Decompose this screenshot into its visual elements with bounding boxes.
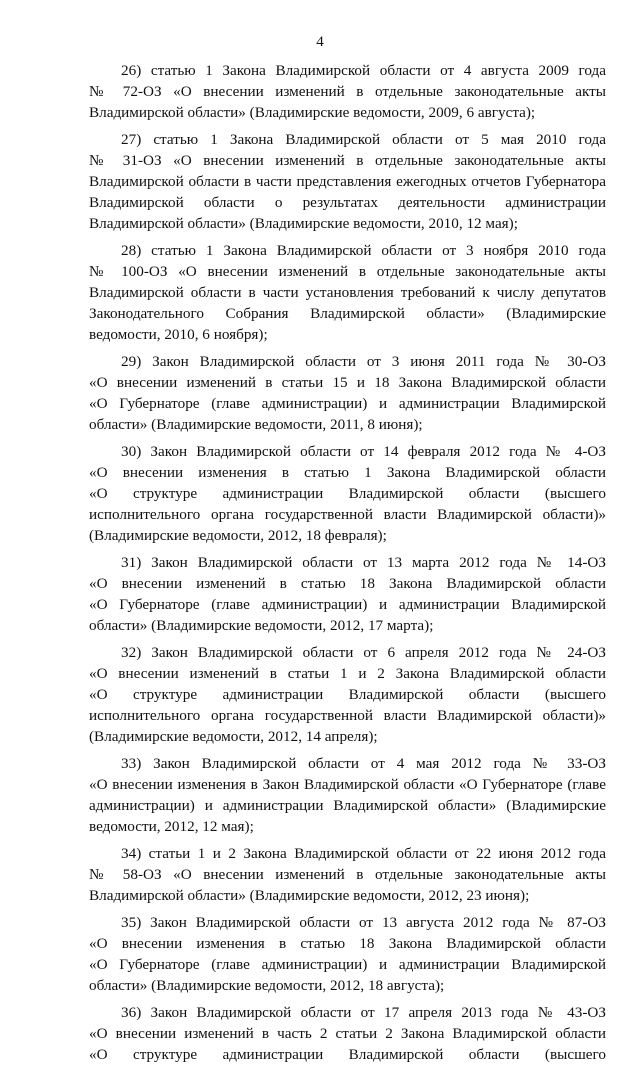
text-line: 30) Закон Владимирской области от 14 февраля 2012 года № 4-ОЗ	[121, 443, 606, 460]
text-line: 26) статью 1 Закона Владимирской области от 4 августа 2009 года	[121, 62, 606, 79]
text-line: Владимирской области» (Владимирские ведомости, 2010, 12 мая);	[89, 215, 518, 232]
text-line: «О Губернаторе (главе администрации) и администрации Владимирской	[89, 395, 606, 412]
list-item	[89, 642, 606, 747]
text-line: № 72-ОЗ «О внесении изменений в отдельные законодательные акты	[89, 83, 606, 100]
text-line: 32) Закон Владимирской области от 6 апреля 2012 года № 24-ОЗ	[121, 644, 606, 661]
text-line: «О Губернаторе (главе администрации) и администрации Владимирской	[89, 596, 606, 613]
law-list	[89, 60, 606, 1071]
text-line: Владимирской области» (Владимирские ведомости, 2009, 6 августа);	[89, 104, 536, 121]
list-item	[89, 60, 606, 123]
text-line: Законодательного Собрания Владимирской области» (Владимирские	[89, 305, 606, 322]
text-line: № 31-ОЗ «О внесении изменений в отдельные законодательные акты	[89, 152, 606, 169]
text-line: ведомости, 2010, 6 ноября);	[89, 326, 268, 343]
list-item	[89, 1002, 606, 1065]
text-line: (Владимирские ведомости, 2012, 18 февраля);	[89, 527, 387, 544]
text-line: 33) Закон Владимирской области от 4 мая 2012 года № 33-ОЗ	[121, 755, 606, 772]
text-line: «О внесении изменений в статьи 15 и 18 Закона Владимирской области	[89, 374, 606, 391]
text-line: 27) статью 1 Закона Владимирской области от 5 мая 2010 года	[121, 131, 606, 148]
text-line: 28) статью 1 Закона Владимирской области от 3 ноября 2010 года	[121, 242, 606, 259]
list-item	[89, 441, 606, 546]
text-line: «О внесении изменения в статью 1 Закона Владимирской области	[89, 464, 606, 481]
text-line: «О структуре администрации Владимирской области (высшего	[89, 1046, 606, 1063]
list-item	[89, 843, 606, 906]
text-line: области» (Владимирские ведомости, 2012, 17 марта);	[89, 617, 434, 634]
text-line: 34) статьи 1 и 2 Закона Владимирской области от 22 июня 2012 года	[121, 845, 606, 862]
text-line: «О внесении изменений в статьи 1 и 2 Закона Владимирской области	[89, 665, 606, 682]
list-item	[89, 351, 606, 435]
text-line: Владимирской области в части установления требований к числу депутатов	[89, 284, 606, 301]
text-line: исполнительного органа государственной власти Владимирской области)»	[89, 506, 606, 523]
list-item	[89, 753, 606, 837]
text-line: № 58-ОЗ «О внесении изменений в отдельные законодательные акты	[89, 866, 606, 883]
list-item	[89, 912, 606, 996]
list-item	[89, 552, 606, 636]
text-line: исполнительного органа государственной власти Владимирской области)»	[89, 707, 606, 724]
text-line: Владимирской области о результатах деятельности администрации	[89, 194, 606, 211]
text-line: «О внесении изменения в Закон Владимирской области «О Губернаторе (главе	[89, 776, 606, 793]
text-line: «О внесении изменений в статью 18 Закона Владимирской области	[89, 575, 606, 592]
text-line: Владимирской области» (Владимирские ведомости, 2012, 23 июня);	[89, 887, 530, 904]
text-line: области» (Владимирские ведомости, 2012, 18 августа);	[89, 977, 445, 994]
text-line: «О структуре администрации Владимирской области (высшего	[89, 686, 606, 703]
text-line: 35) Закон Владимирской области от 13 августа 2012 года № 87-ОЗ	[121, 914, 606, 931]
page-number: 4	[316, 34, 324, 50]
text-line: 31) Закон Владимирской области от 13 марта 2012 года № 14-ОЗ	[121, 554, 606, 571]
text-line: (Владимирские ведомости, 2012, 14 апреля);	[89, 728, 378, 745]
text-line: «О внесении изменения в статью 18 Закона Владимирской области	[89, 935, 606, 952]
text-line: «О Губернаторе (главе администрации) и администрации Владимирской	[89, 956, 606, 973]
text-line: ведомости, 2012, 12 мая);	[89, 818, 254, 835]
text-line: «О внесении изменений в часть 2 статьи 2 Закона Владимирской области	[89, 1025, 606, 1042]
text-line: 36) Закон Владимирской области от 17 апреля 2013 года № 43-ОЗ	[121, 1004, 606, 1021]
text-line: «О структуре администрации Владимирской области (высшего	[89, 485, 606, 502]
text-line: 29) Закон Владимирской области от 3 июня 2011 года № 30-ОЗ	[121, 353, 606, 370]
list-item	[89, 240, 606, 345]
text-line: Владимирской области в части представления ежегодных отчетов Губернатора	[89, 173, 606, 190]
text-line: области» (Владимирские ведомости, 2011, 8 июня);	[89, 416, 423, 433]
text-line: № 100-ОЗ «О внесении изменений в отдельные законодательные акты	[89, 263, 606, 280]
text-line: администрации) и администрации Владимирской области» (Владимирские	[89, 797, 606, 814]
list-item	[89, 129, 606, 234]
